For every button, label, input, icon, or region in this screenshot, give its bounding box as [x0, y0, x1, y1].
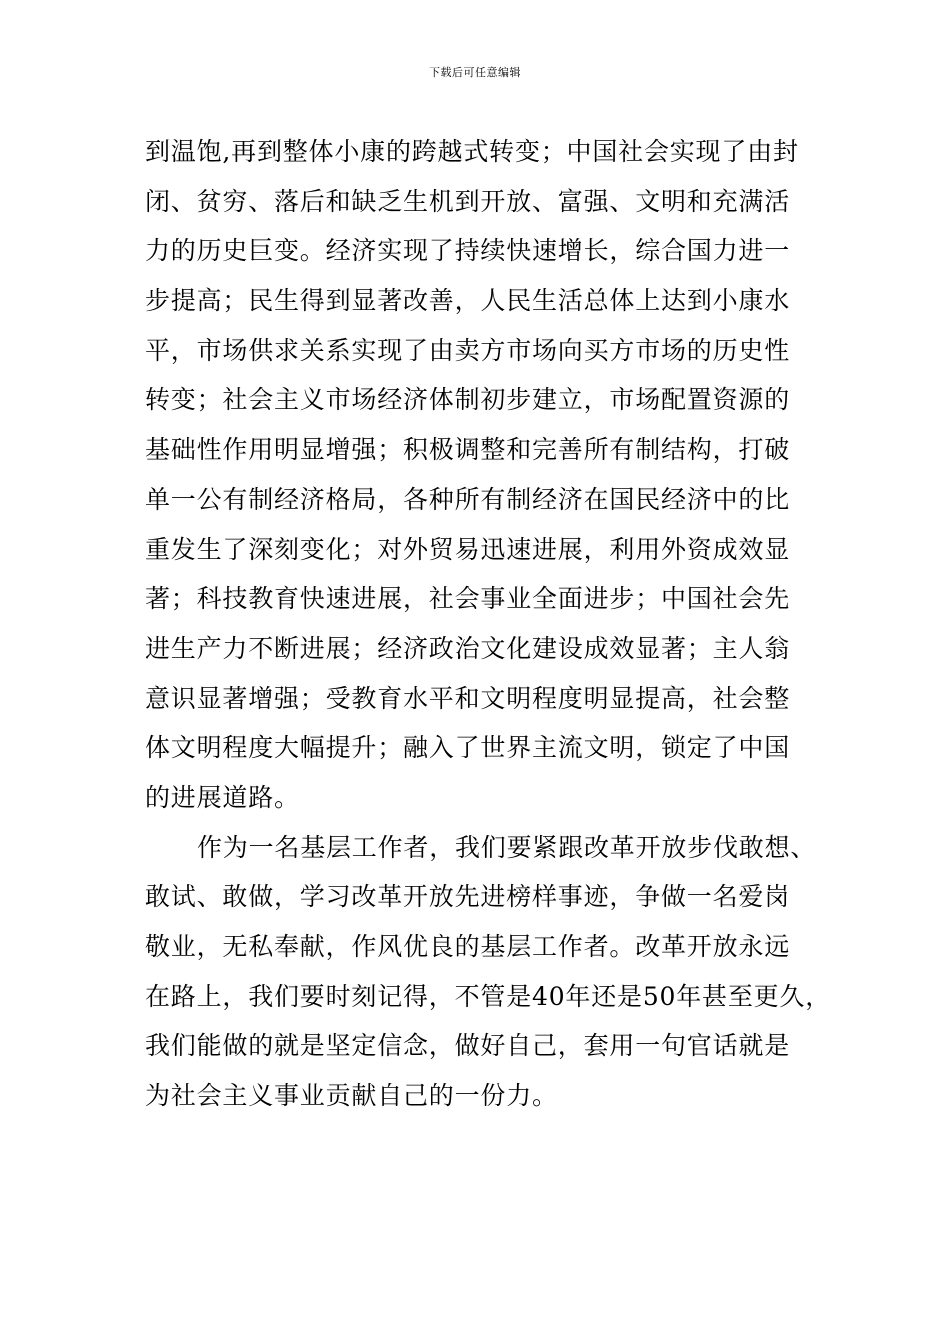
document-body	[145, 127, 832, 1121]
paragraph-1-line: 平，市场供求关系实现了由卖方市场向买方市场的历史性	[145, 335, 791, 365]
paragraph-1-line: 意识显著增强；受教育水平和文明程度明显提高，社会整	[145, 683, 791, 713]
paragraph-2-line: 敬业，无私奉献，作风优良的基层工作者。改革开放永远	[145, 932, 791, 961]
paragraph-1-line: 到温饱,再到整体小康的跨越式转变；中国社会实现了由封	[145, 137, 799, 166]
paragraph-1-line: 的进展道路。	[145, 782, 300, 812]
paragraph-1-line: 进生产力不断进展；经济政治文化建设成效显著；主人翁	[145, 633, 791, 663]
paragraph-1-line: 单一公有制经济格局，各种所有制经济在国民经济中的比	[145, 484, 791, 514]
paragraph-1-line: 重发生了深刻变化；对外贸易迅速进展，利用外资成效显	[145, 534, 791, 564]
paragraph-2-line: 作为一名基层工作者，我们要紧跟改革开放步伐敢想、	[197, 832, 817, 862]
paragraph-1-line: 基础性作用明显增强；积极调整和完善所有制结构，打破	[145, 435, 791, 465]
paragraph-2-line: 为社会主义事业贡献自己的一份力。	[145, 1081, 558, 1111]
paragraph-1-line: 体文明程度大幅提升；融入了世界主流文明，锁定了中国	[145, 733, 791, 763]
paragraph-2-line: 我们能做的就是坚定信念，做好自己，套用一句官话就是	[145, 1031, 791, 1061]
paragraph-1-line: 著；科技教育快速进展，社会事业全面进步；中国社会先	[145, 584, 791, 614]
paragraph-1-line: 闭、贫穷、落后和缺乏生机到开放、富强、文明和充满活	[145, 186, 791, 216]
paragraph-2-line: 敢试、敢做，学习改革开放先进榜样事迹，争做一名爱岗	[145, 882, 791, 912]
paragraph-1-line: 转变；社会主义市场经济体制初步建立，市场配置资源的	[145, 385, 791, 415]
paragraph-1-line: 力的历史巨变。经济实现了持续快速增长，综合国力进一	[145, 236, 791, 266]
paragraph-1-line: 步提高；民生得到显著改善，人民生活总体上达到小康水	[145, 286, 791, 316]
page-header: 下载后可任意编辑	[429, 66, 521, 79]
paragraph-2-line: 在路上，我们要时刻记得，不管是40年还是50年甚至更久，	[145, 981, 832, 1011]
